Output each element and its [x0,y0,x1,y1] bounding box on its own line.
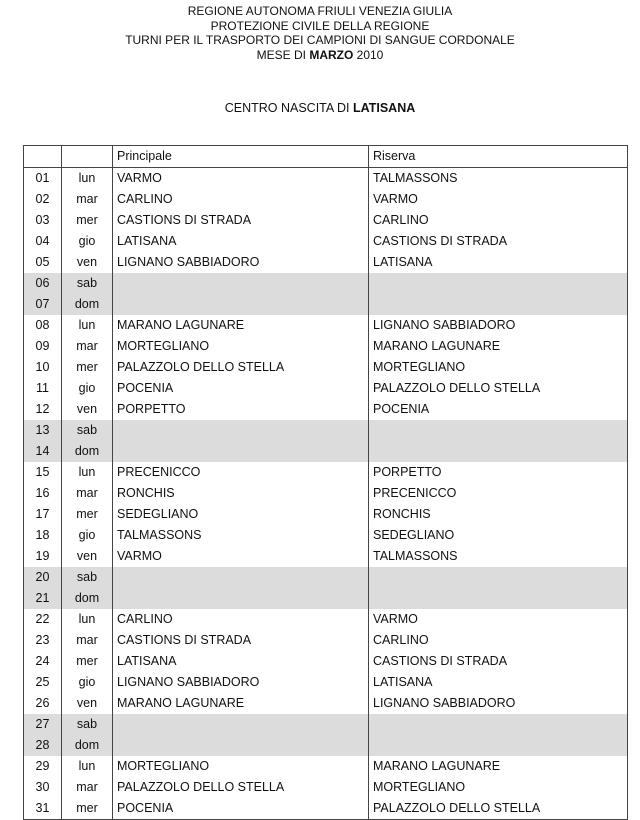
day-number: 10 [24,357,62,378]
day-number: 29 [24,756,62,777]
weekday: dom [62,441,113,462]
principale-cell: LATISANA [113,651,369,672]
weekday: lun [62,609,113,630]
principale-cell: PALAZZOLO DELLO STELLA [113,357,369,378]
day-number: 03 [24,210,62,231]
riserva-cell [369,567,628,588]
table-row [24,315,628,336]
principale-cell: POCENIA [113,798,369,820]
table-row [24,567,628,588]
table-row [24,546,628,567]
day-number: 09 [24,336,62,357]
weekday: mer [62,798,113,820]
day-number: 27 [24,714,62,735]
day-number: 31 [24,798,62,820]
principale-cell: MARANO LAGUNARE [113,693,369,714]
header-month [0,48,640,63]
table-row [24,693,628,714]
day-number: 06 [24,273,62,294]
weekday: ven [62,252,113,273]
weekday: sab [62,567,113,588]
weekday: mer [62,210,113,231]
header-region: REGIONE AUTONOMA FRIULI VENEZIA GIULIA [187,4,453,18]
table-row [24,630,628,651]
table-row [24,777,628,798]
riserva-cell: PORPETTO [369,462,628,483]
table-row [24,273,628,294]
weekday: lun [62,462,113,483]
table-row [24,252,628,273]
table-row [24,294,628,315]
principale-cell: RONCHIS [113,483,369,504]
principale-cell: LATISANA [113,231,369,252]
riserva-cell: PRECENICCO [369,483,628,504]
weekday: gio [62,672,113,693]
shift-table [23,145,628,820]
table-row [24,189,628,210]
table-row [24,714,628,735]
month-prefix: MESE DI [256,47,310,62]
riserva-cell: MORTEGLIANO [369,357,628,378]
principale-cell: CASTIONS DI STRADA [113,630,369,651]
weekday: sab [62,714,113,735]
table-row [24,420,628,441]
day-number: 11 [24,378,62,399]
riserva-cell [369,420,628,441]
principale-cell: PALAZZOLO DELLO STELLA [113,777,369,798]
day-number: 25 [24,672,62,693]
day-number: 23 [24,630,62,651]
principale-cell: MARANO LAGUNARE [113,315,369,336]
riserva-cell: CASTIONS DI STRADA [369,231,628,252]
header-riserva: Riserva [369,146,628,168]
principale-cell: CARLINO [113,609,369,630]
principale-cell: MORTEGLIANO [113,756,369,777]
weekday: gio [62,378,113,399]
table-row [24,525,628,546]
riserva-cell: TALMASSONS [369,546,628,567]
principale-cell: VARMO [113,168,369,190]
riserva-cell: VARMO [369,189,628,210]
month-year: 2010 [353,47,384,62]
riserva-cell [369,294,628,315]
principale-cell: MORTEGLIANO [113,336,369,357]
table-row [24,651,628,672]
riserva-cell: LIGNANO SABBIADORO [369,693,628,714]
principale-cell [113,273,369,294]
table-header-row [24,146,628,168]
riserva-cell: LATISANA [369,672,628,693]
weekday: sab [62,420,113,441]
day-number: 24 [24,651,62,672]
weekday: mar [62,336,113,357]
table-row [24,357,628,378]
header-title: TURNI PER IL TRASPORTO DEI CAMPIONI DI SANGUE CORDONALE [125,33,515,47]
table-row [24,441,628,462]
principale-cell [113,420,369,441]
weekday: mar [62,189,113,210]
riserva-cell: PALAZZOLO DELLO STELLA [369,378,628,399]
day-number: 01 [24,168,62,190]
riserva-cell: VARMO [369,609,628,630]
principale-cell: PRECENICCO [113,462,369,483]
document-header [0,4,640,62]
table-row [24,210,628,231]
day-number: 02 [24,189,62,210]
day-number: 13 [24,420,62,441]
riserva-cell: SEDEGLIANO [369,525,628,546]
day-number: 26 [24,693,62,714]
table-row [24,462,628,483]
riserva-cell: CARLINO [369,210,628,231]
principale-cell: LIGNANO SABBIADORO [113,252,369,273]
weekday: mer [62,357,113,378]
riserva-cell: RONCHIS [369,504,628,525]
riserva-cell: CARLINO [369,630,628,651]
day-number: 21 [24,588,62,609]
weekday: mar [62,777,113,798]
weekday: mer [62,504,113,525]
principale-cell: POCENIA [113,378,369,399]
table-row [24,588,628,609]
riserva-cell [369,735,628,756]
riserva-cell [369,273,628,294]
day-number: 19 [24,546,62,567]
table-row [24,378,628,399]
day-number: 30 [24,777,62,798]
principale-cell: TALMASSONS [113,525,369,546]
table-row [24,399,628,420]
table-row [24,672,628,693]
day-number: 12 [24,399,62,420]
principale-cell [113,735,369,756]
riserva-cell: TALMASSONS [369,168,628,190]
principale-cell [113,294,369,315]
header-weekday [62,146,113,168]
weekday: mar [62,630,113,651]
day-number: 22 [24,609,62,630]
principale-cell: PORPETTO [113,399,369,420]
principale-cell: VARMO [113,546,369,567]
riserva-cell [369,441,628,462]
weekday: dom [62,588,113,609]
day-number: 14 [24,441,62,462]
header-principale: Principale [113,146,369,168]
weekday: ven [62,399,113,420]
weekday: dom [62,735,113,756]
day-number: 17 [24,504,62,525]
weekday: mar [62,483,113,504]
table-row [24,735,628,756]
weekday: gio [62,231,113,252]
table-row [24,483,628,504]
principale-cell: LIGNANO SABBIADORO [113,672,369,693]
header-day-number [24,146,62,168]
birth-center-title [0,101,640,115]
day-number: 18 [24,525,62,546]
principale-cell: CASTIONS DI STRADA [113,210,369,231]
center-place: LATISANA [353,101,416,115]
table-row [24,168,628,190]
weekday: lun [62,315,113,336]
center-prefix: CENTRO NASCITA DI [224,101,353,115]
day-number: 05 [24,252,62,273]
table-row [24,609,628,630]
riserva-cell: MARANO LAGUNARE [369,336,628,357]
riserva-cell [369,588,628,609]
principale-cell [113,588,369,609]
day-number: 07 [24,294,62,315]
day-number: 08 [24,315,62,336]
weekday: ven [62,546,113,567]
weekday: lun [62,168,113,190]
day-number: 15 [24,462,62,483]
riserva-cell: MORTEGLIANO [369,777,628,798]
day-number: 16 [24,483,62,504]
weekday: ven [62,693,113,714]
weekday: mer [62,651,113,672]
principale-cell: SEDEGLIANO [113,504,369,525]
principale-cell [113,714,369,735]
riserva-cell: LIGNANO SABBIADORO [369,315,628,336]
day-number: 20 [24,567,62,588]
riserva-cell [369,714,628,735]
month-name: MARZO [309,47,354,62]
weekday: lun [62,756,113,777]
principale-cell: CARLINO [113,189,369,210]
day-number: 04 [24,231,62,252]
principale-cell [113,567,369,588]
header-agency: PROTEZIONE CIVILE DELLA REGIONE [210,18,430,33]
riserva-cell: MARANO LAGUNARE [369,756,628,777]
table-row [24,231,628,252]
weekday: sab [62,273,113,294]
table-row [24,756,628,777]
table-row [24,336,628,357]
table-row [24,504,628,525]
table-body [24,168,628,820]
weekday: gio [62,525,113,546]
riserva-cell: CASTIONS DI STRADA [369,651,628,672]
day-number: 28 [24,735,62,756]
principale-cell [113,441,369,462]
riserva-cell: PALAZZOLO DELLO STELLA [369,798,628,820]
riserva-cell: LATISANA [369,252,628,273]
table-row [24,798,628,820]
riserva-cell: POCENIA [369,399,628,420]
weekday: dom [62,294,113,315]
